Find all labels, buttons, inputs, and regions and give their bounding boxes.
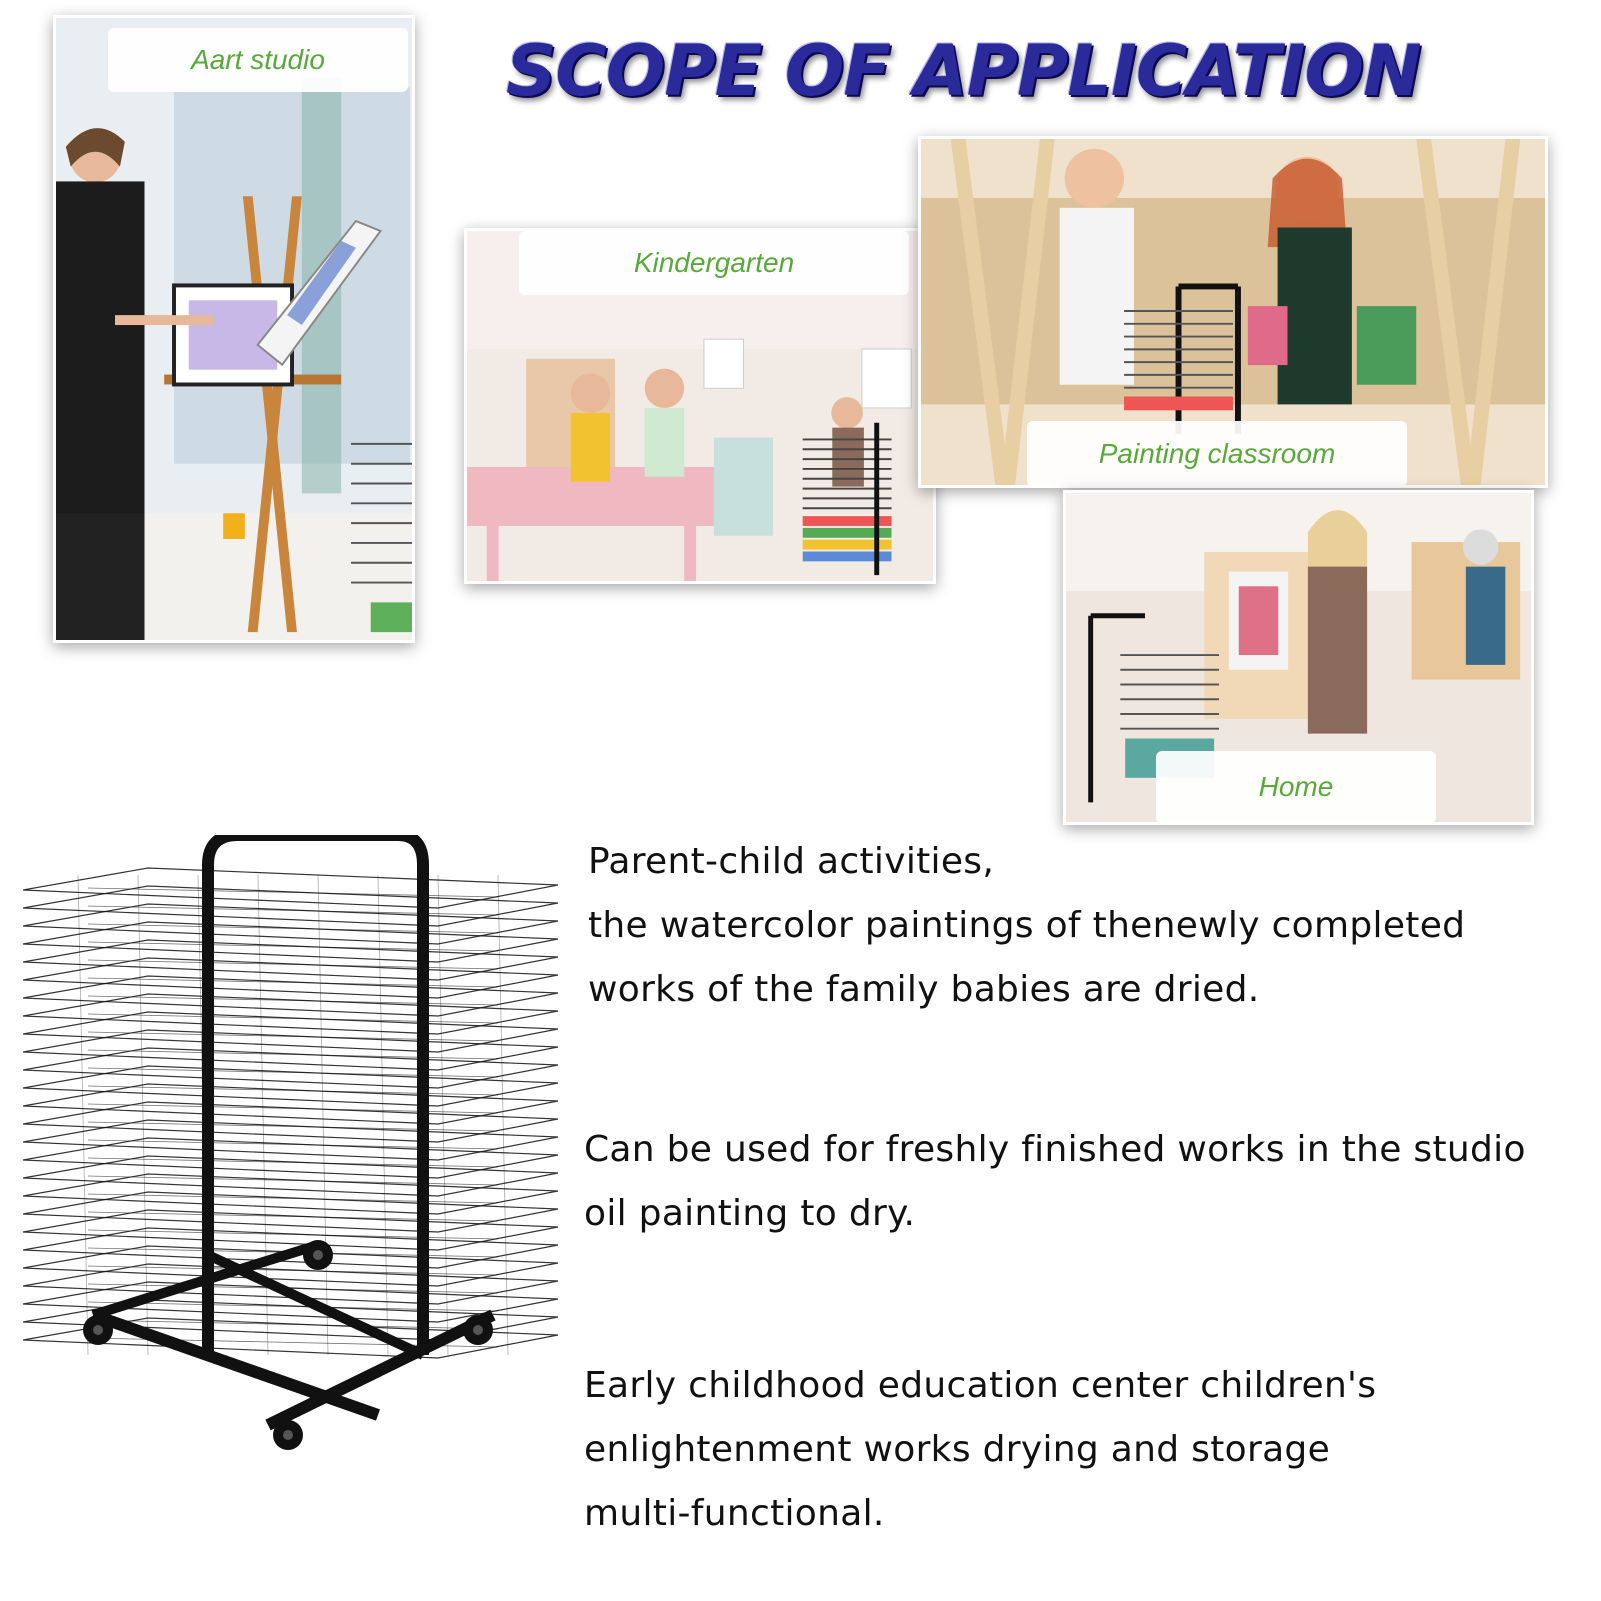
description-line: Early childhood education center children's — [584, 1365, 1377, 1406]
home-caption: Home — [1156, 751, 1436, 823]
kindergarten-caption: Kindergarten — [519, 231, 909, 295]
art-studio-caption: Aart studio — [108, 28, 408, 92]
painting-classroom-photo — [918, 136, 1548, 488]
description-line: the watercolor paintings of thenewly completed — [588, 905, 1466, 946]
home-photo — [1063, 490, 1534, 825]
page-title: SCOPE OF APPLICATION — [506, 30, 1421, 112]
description-line: multi-functional. — [584, 1493, 885, 1534]
drying-rack-image — [18, 835, 573, 1495]
description-line: oil painting to dry. — [584, 1193, 916, 1234]
description-line: works of the family babies are dried. — [588, 969, 1260, 1010]
description-line: enlightenment works drying and storage — [584, 1429, 1331, 1470]
art-studio-photo — [53, 15, 415, 643]
painting-classroom-caption: Painting classroom — [1027, 421, 1407, 487]
kindergarten-photo — [464, 228, 936, 584]
description-line: Can be used for freshly finished works in the studio — [584, 1129, 1526, 1170]
description-line: Parent-child activities, — [588, 841, 995, 882]
early-childhood-description — [584, 1354, 1376, 1546]
parent-child-description — [588, 830, 1465, 1022]
studio-description — [584, 1118, 1526, 1246]
